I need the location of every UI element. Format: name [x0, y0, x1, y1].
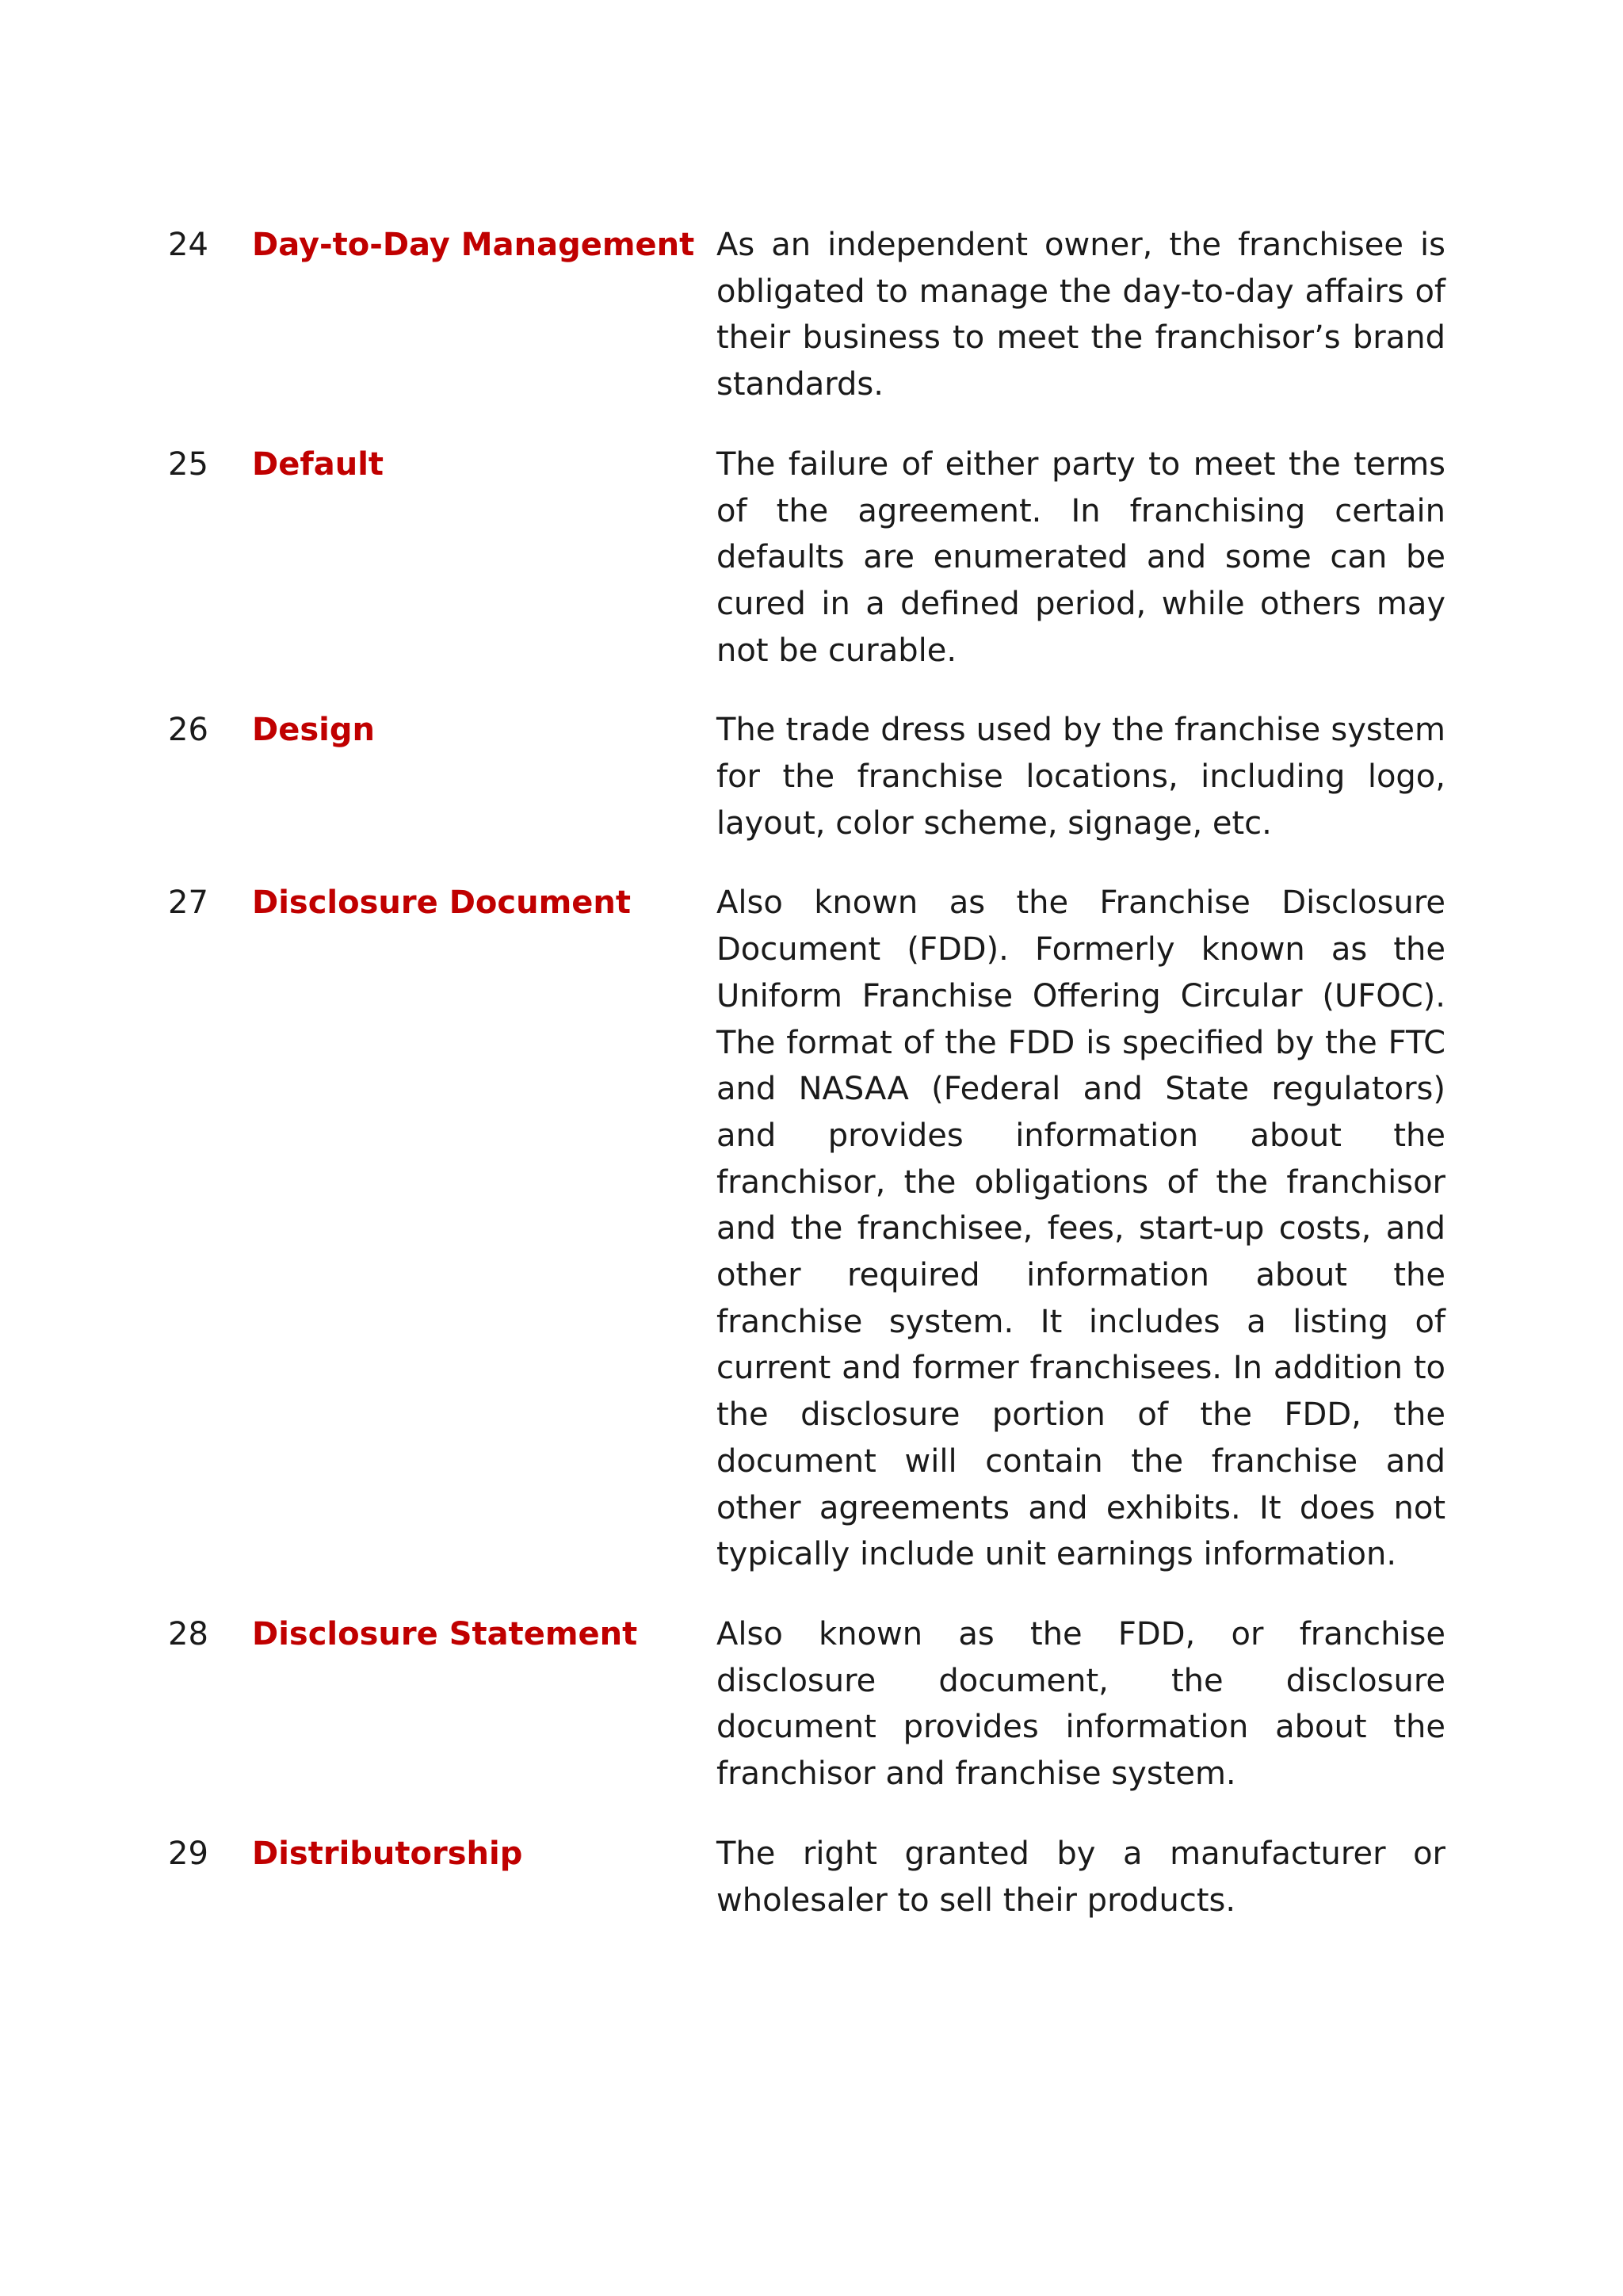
glossary-entry-default: [168, 441, 1445, 674]
entry-definition: The failure of either party to meet the terms of the agreement. In franchising certain defaults are enumerated and some can be cured in a defined period, while others may not be curable.: [716, 445, 1445, 669]
entry-definition: The right granted by a manufacturer or wholesaler to sell their products.: [716, 1835, 1445, 1919]
entry-definition: Also known as the Franchise Disclosure Document (FDD). Formerly known as the Uniform Franchise Offering Circular (UFOC). The format of the FDD is specified by the FTC and NASAA (Federal and State regulators) and provides information about the franchisor, the obligations of the franchisor and the franchisee, fees, start-up costs, and other required information about the franchise system. It includes a listing of current and former franchisees. In addition to the disclosure portion of the FDD, the document will contain the franchise and other agreements and exhibits. It does not typically include unit earnings information.: [716, 884, 1445, 1573]
glossary-entry-design: [168, 707, 1445, 846]
glossary-entry-day-to-day-management: [168, 222, 1445, 408]
entry-number: 26: [168, 712, 208, 749]
entry-term: Disclosure Statement: [252, 1615, 638, 1652]
entry-term: Distributorship: [252, 1835, 523, 1872]
entry-number: 24: [168, 227, 208, 263]
glossary-entry-disclosure-statement: [168, 1611, 1445, 1797]
entry-definition: As an independent owner, the franchisee is obligated to manage the day-to-day affairs of their business to meet the franchisor’s brand standards.: [716, 227, 1445, 403]
entry-number: 25: [168, 445, 208, 483]
entry-term: Design: [252, 712, 375, 749]
glossary-entry-distributorship: [168, 1831, 1445, 1924]
entry-term: Disclosure Document: [252, 884, 631, 922]
entry-number: 27: [168, 884, 208, 922]
entry-term: Default: [252, 445, 384, 483]
entry-number: 29: [168, 1835, 208, 1872]
entry-definition: The trade dress used by the franchise system for the franchise locations, including logo, layout, color scheme, signage, etc.: [716, 712, 1445, 842]
entry-number: 28: [168, 1615, 208, 1652]
entry-term: Day-to-Day Management: [252, 227, 695, 263]
entry-definition: Also known as the FDD, or franchise disclosure document, the disclosure document provides information about the franchisor and franchise system.: [716, 1615, 1445, 1793]
glossary-list: [168, 222, 1445, 1957]
glossary-entry-disclosure-document: [168, 880, 1445, 1578]
